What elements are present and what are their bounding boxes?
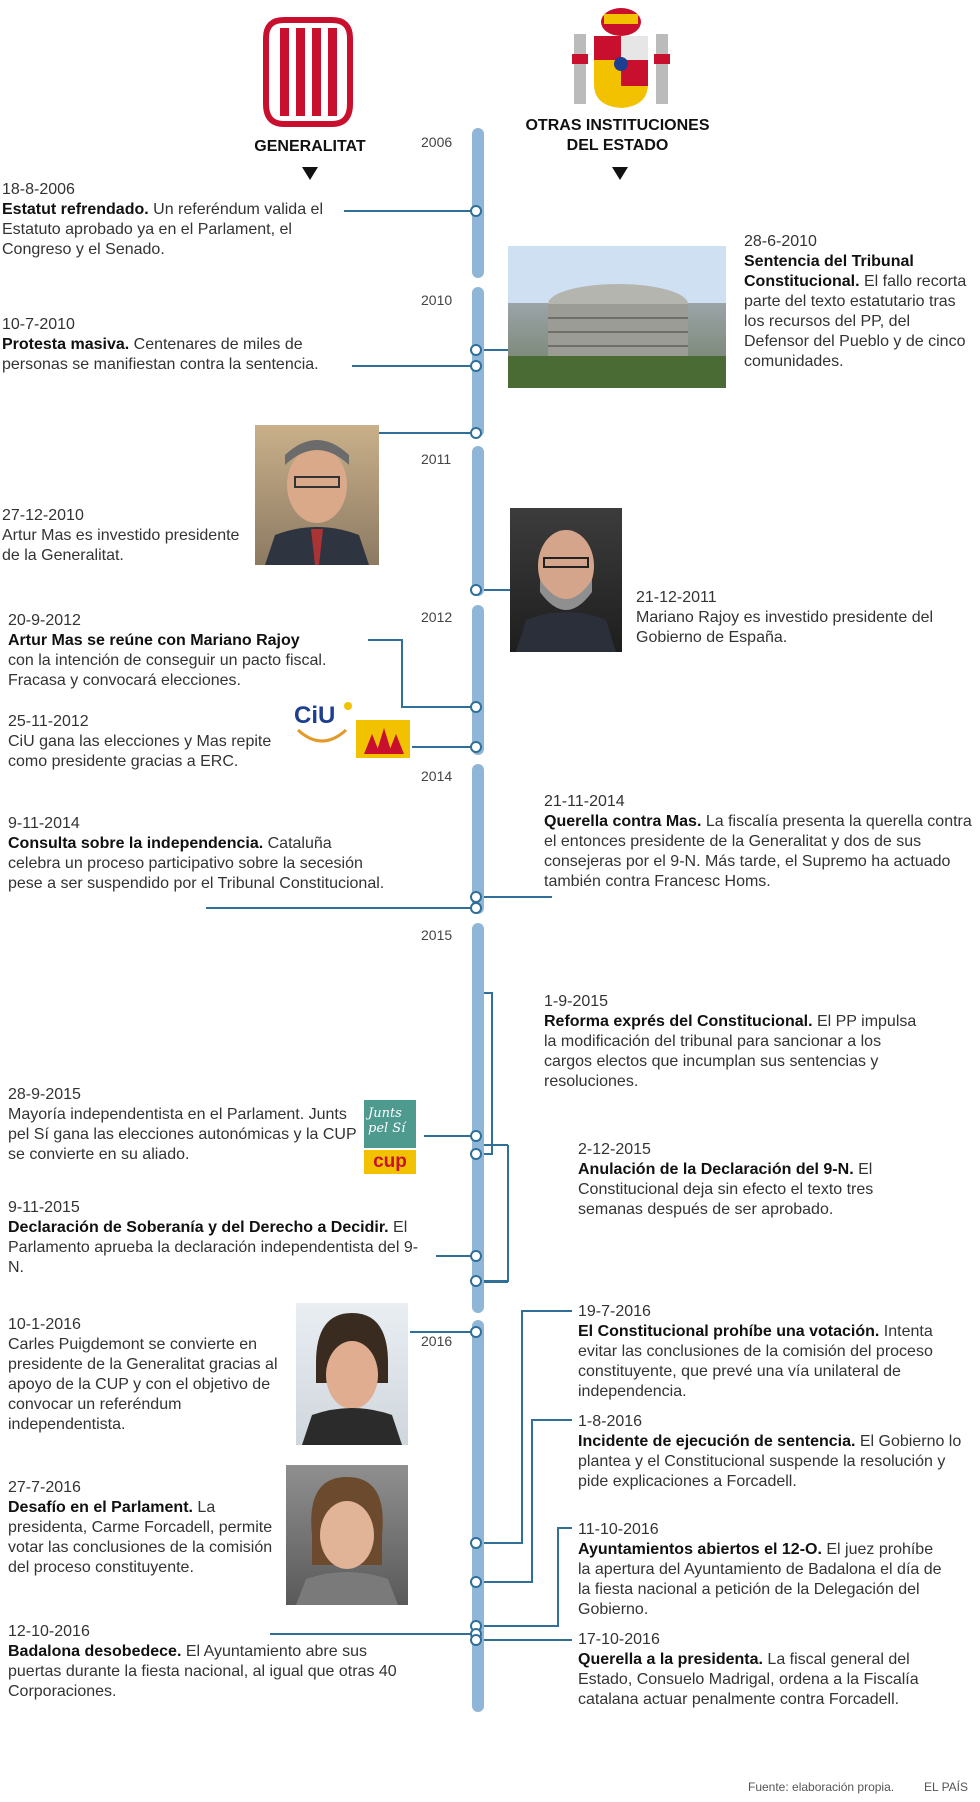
event-date: 10-1-2016 (8, 1316, 81, 1333)
event-text (578, 1650, 948, 1710)
event-2010-sentencia (744, 232, 976, 372)
junts-logo-line1: Junts (368, 1106, 402, 1121)
event-text (2, 335, 352, 375)
mariano-rajoy-photo (510, 508, 622, 652)
year-label-2006: 2006 (421, 134, 453, 150)
event-date: 21-12-2011 (636, 589, 717, 606)
event-title: El Constitucional prohíbe una votación. (578, 1323, 880, 1340)
event-title: Anulación de la Declaración del 9-N. (578, 1161, 854, 1178)
timeline-node (470, 205, 482, 217)
event-body: El juez prohíbe la apertura del Ayuntamiento de Badalona el día de la fiesta nacional a petición de la Delegación del Gobierno. (578, 1541, 942, 1618)
junts-logo-line2: pel Sí (368, 1121, 406, 1136)
event-text (578, 1432, 974, 1492)
ciu-logo (294, 702, 354, 750)
event-body: El fallo recorta parte del texto estatutario tras los recursos del PP, del Defensor del Pueblo y de cinco comunidades. (744, 273, 967, 370)
year-label-2010: 2010 (421, 292, 453, 308)
event-title: Artur Mas se reúne con Mariano Rajoy (8, 632, 300, 649)
event-title: Reforma exprés del Constitucional. (544, 1013, 813, 1030)
event-title: Consulta sobre la independencia. (8, 835, 264, 852)
event-title: Badalona desobedece. (8, 1643, 182, 1660)
timeline-node (470, 1130, 482, 1142)
event-body: La presidenta, Carme Forcadell, permite votar las conclusiones de la comisión del proceso constituyente. (8, 1499, 273, 1576)
event-2016-prohibe-votacion (578, 1302, 948, 1402)
event-body: Intenta evitar las conclusiones de la comisión del proceso constituyente, que prevé una vía unilateral de independencia. (578, 1323, 933, 1400)
event-date: 21-11-2014 (544, 793, 625, 810)
event-title: Ayuntamientos abiertos el 12-O. (578, 1541, 822, 1558)
timeline-node (470, 701, 482, 713)
year-label-2011: 2011 (421, 451, 452, 467)
footer-source: Fuente: elaboración propia. (748, 1780, 895, 1794)
event-2016-ayuntamientos (578, 1520, 948, 1620)
event-text (8, 1218, 428, 1278)
event-title: Querella a la presidenta. (578, 1651, 763, 1668)
event-2014-consulta (8, 814, 388, 894)
event-body: El PP impulsa la modificación del tribunal para sancionar a los cargos electos que incumplan sus sentencias y resoluciones. (544, 1013, 917, 1090)
footer-brand: EL PAÍS (924, 1780, 969, 1794)
event-2014-querella-mas (544, 792, 974, 892)
year-label-2014: 2014 (421, 768, 453, 784)
event-2011-rajoy-investido (636, 588, 936, 648)
event-2006-estatut (2, 180, 338, 260)
event-2016-querella-presidenta (578, 1630, 948, 1710)
event-title: Protesta masiva. (2, 336, 130, 353)
event-body: Mayoría independentista en el Parlament. Junts pel Sí gana las elecciones autonómicas y la CUP se convierte en su aliado. (8, 1106, 357, 1163)
event-text (8, 631, 328, 691)
event-title: Estatut refrendado. (2, 201, 149, 218)
event-date: 20-9-2012 (8, 612, 81, 629)
timeline-node (470, 1275, 482, 1287)
header-generalitat: GENERALITAT (254, 138, 366, 155)
event-body: El Constitucional deja sin efecto el texto tres semanas después de ser aprobado. (578, 1161, 874, 1218)
year-label-2012: 2012 (421, 609, 453, 625)
event-text (578, 1322, 948, 1402)
year-label-2015: 2015 (421, 927, 453, 943)
event-date: 17-10-2016 (578, 1631, 660, 1648)
event-body: Carles Puigdemont se convierte en presidente de la Generalitat gracias al apoyo de la CUP y con el objetivo de convocar un referéndum independentista. (8, 1336, 278, 1433)
event-date: 27-7-2016 (8, 1479, 81, 1496)
event-body: CiU gana las elecciones y Mas repite como presidente gracias a ERC. (8, 733, 272, 770)
timeline-node (470, 360, 482, 372)
junts-pel-si-logo (364, 1100, 416, 1148)
event-body: Artur Mas es investido presidente de la Generalitat. (2, 527, 240, 564)
event-text (544, 1012, 924, 1092)
event-date: 2-12-2015 (578, 1141, 651, 1158)
event-body: El Gobierno lo plantea y el Constitucional suspende la resolución y pide explicaciones a Forcadell. (578, 1433, 962, 1490)
event-title: Sentencia del Tribunal Constitucional. (744, 253, 914, 290)
event-date: 28-9-2015 (8, 1086, 81, 1103)
event-title: Declaración de Soberanía y del Derecho a Decidir. (8, 1219, 389, 1236)
ciu-logo-text: CiU (294, 702, 336, 729)
event-body: con la intención de conseguir un pacto fiscal. Fracasa y convocará elecciones. (8, 652, 327, 689)
event-title: Incidente de ejecución de sentencia. (578, 1433, 856, 1450)
event-date: 1-8-2016 (578, 1413, 643, 1430)
event-title: Desafío en el Parlament. (8, 1499, 193, 1516)
event-text (578, 1160, 918, 1220)
year-label-2016: 2016 (421, 1333, 453, 1349)
timeline-node (470, 1576, 482, 1588)
event-date: 10-7-2010 (2, 316, 75, 333)
timeline-node (470, 902, 482, 914)
event-2016-puigdemont (8, 1315, 288, 1435)
event-2010-mas-investido (2, 506, 252, 566)
event-date: 19-7-2016 (578, 1303, 651, 1320)
event-date: 27-12-2010 (2, 507, 84, 524)
event-date: 9-11-2015 (8, 1199, 80, 1216)
carme-forcadell-photo (286, 1465, 408, 1605)
cup-logo (364, 1150, 416, 1174)
timeline-node (470, 584, 482, 596)
event-text (8, 1498, 280, 1578)
event-date: 12-10-2016 (8, 1623, 90, 1640)
event-2015-declaracion (8, 1198, 428, 1278)
event-2016-incidente (578, 1412, 974, 1492)
event-text (2, 200, 338, 260)
event-2015-reforma (544, 992, 924, 1092)
event-2012-elecciones (8, 712, 293, 772)
event-body: El Parlamento aprueba la declaración independentista del 9-N. (8, 1219, 419, 1276)
tribunal-constitucional-photo (508, 246, 726, 388)
carles-puigdemont-photo (296, 1303, 408, 1445)
timeline-node (470, 344, 482, 356)
event-text (578, 1540, 948, 1620)
event-date: 1-9-2015 (544, 993, 609, 1010)
event-body: El Ayuntamiento abre sus puertas durante la fiesta nacional, al igual que otras 40 Corporaciones. (8, 1643, 397, 1700)
timeline-node (470, 1634, 482, 1646)
timeline-node (470, 1250, 482, 1262)
erc-logo (356, 720, 410, 758)
event-2016-badalona (8, 1622, 408, 1702)
event-date: 18-8-2006 (2, 181, 75, 198)
artur-mas-photo (255, 425, 379, 565)
event-date: 9-11-2014 (8, 815, 80, 832)
timeline-node (470, 427, 482, 439)
event-text (8, 834, 388, 894)
event-body: Mariano Rajoy es investido presidente del Gobierno de España. (636, 609, 934, 646)
event-text (744, 252, 976, 372)
event-text (544, 812, 974, 892)
event-2010-protesta (2, 315, 352, 375)
event-text (8, 1642, 408, 1702)
header-estado-line2: DEL ESTADO (566, 137, 669, 154)
event-body: Cataluña celebra un proceso participativo sobre la secesión pese a ser suspendido por el Tribunal Constitucional. (8, 835, 385, 892)
timeline-node (470, 741, 482, 753)
header-estado-line1: OTRAS INSTITUCIONES (525, 117, 710, 134)
event-body: Centenares de miles de personas se manifiestan contra la sentencia. (2, 336, 319, 373)
timeline-node (470, 1326, 482, 1338)
event-2012-reunion (8, 611, 328, 691)
event-title: Querella contra Mas. (544, 813, 702, 830)
event-body: La fiscal general del Estado, Consuelo Madrigal, ordena a la Fiscalía catalana actuar penalmente contra Forcadell. (578, 1651, 919, 1708)
event-date: 25-11-2012 (8, 713, 89, 730)
timeline-node (470, 1537, 482, 1549)
event-2016-desafio (8, 1478, 280, 1578)
event-date: 28-6-2010 (744, 233, 817, 250)
event-2015-mayoria (8, 1085, 358, 1165)
event-body: La fiscalía presenta la querella contra el entonces presidente de la Generalitat y dos de sus consejeras por el 9-N. Más tarde, el Supremo ha actuado también contra Francesc Homs. (544, 813, 972, 890)
event-date: 11-10-2016 (578, 1521, 659, 1538)
cup-logo-text: cup (373, 1151, 407, 1172)
event-2015-anulacion (578, 1140, 918, 1220)
event-body: Un referéndum valida el Estatuto aprobado ya en el Parlament, el Congreso y el Senado. (2, 201, 323, 258)
timeline-node (470, 1148, 482, 1160)
